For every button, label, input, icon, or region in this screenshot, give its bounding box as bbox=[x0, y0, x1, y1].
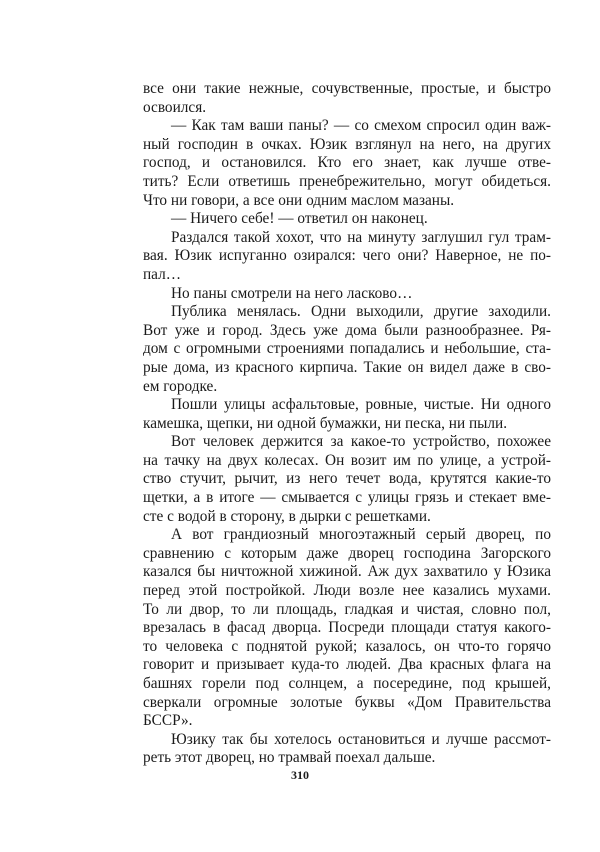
text-line: ный господин в очках. Юзик взглянул на него, на других bbox=[143, 135, 551, 153]
text-line: БССР». bbox=[143, 712, 193, 730]
text-line: ем городке. bbox=[143, 377, 218, 395]
page-number: 310 bbox=[291, 768, 309, 782]
body-text bbox=[143, 80, 551, 768]
text-line: вая. Юзик испуганно озирался: чего они? Наверное, не по- bbox=[143, 247, 551, 265]
text-line: пал… bbox=[143, 265, 182, 283]
text-line: Раздался такой хохот, что на минуту заглушил гул трам- bbox=[171, 228, 551, 246]
text-line: Вот человек держится за какое-то устройство, похожее bbox=[171, 433, 551, 451]
text-line: все они такие нежные, сочувственные, простые, и быстро bbox=[143, 80, 551, 97]
text-line: тить? Если ответишь пренебрежительно, могут обидеться. bbox=[143, 172, 551, 190]
text-line: — Как там ваши паны? — со смехом спросил один важ- bbox=[171, 117, 551, 135]
text-line: господ, и остановился. Кто его знает, как лучше отве- bbox=[143, 154, 551, 172]
text-line: Публика менялась. Одни выходили, другие заходили. bbox=[171, 303, 551, 321]
text-line: говорит и призывает куда-то людей. Два красных флага на bbox=[143, 656, 551, 674]
text-line: на тачку на двух колесах. Он возит им по улице, а устрой- bbox=[143, 451, 551, 469]
text-line: башнях горели под солнцем, а посередине, под крышей, bbox=[143, 675, 551, 692]
text-line: Но паны смотрели на него ласково… bbox=[171, 284, 413, 302]
text-line: перед этой постройкой. Люди возле нее казались мухами. bbox=[143, 582, 551, 600]
text-line: то человека с поднятой рукой; казалось, он что-то горячо bbox=[143, 637, 551, 655]
text-line: освоился. bbox=[143, 98, 207, 116]
text-line: Юзику так бы хотелось остановиться и лучше рассмот- bbox=[171, 730, 551, 748]
text-line: То ли двор, то ли площадь, гладкая и чистая, словно пол, bbox=[143, 600, 551, 618]
text-line: реть этот дворец, но трамвай поехал дальше. bbox=[143, 749, 436, 767]
text-line: врезалась в фасад дворца. Посреди площади статуя какого- bbox=[143, 619, 551, 637]
text-line: А вот грандиозный многоэтажный серый дворец, по bbox=[171, 526, 551, 544]
text-line: Что ни говори, а все они одним маслом мазаны. bbox=[143, 191, 455, 209]
text-line: сверкали огромные золотые буквы «Дом Правительства bbox=[143, 693, 551, 711]
text-line: казался бы ничтожной хижиной. Аж дух захватило у Юзика bbox=[143, 563, 551, 581]
text-line: сте с водой в сторону, в дырки с решетками. bbox=[143, 507, 431, 525]
text-line: дом с огромными строениями попадались и небольшие, ста- bbox=[143, 340, 551, 358]
text-line: сравнению с которым даже дворец господина Загорского bbox=[143, 544, 551, 562]
text-line: рые дома, из красного кирпича. Такие он видел даже в сво- bbox=[143, 358, 551, 376]
text-line: щетки, а в итоге — смывается с улицы грязь и стекает вме- bbox=[143, 489, 551, 507]
text-line: ство стучит, рычит, из него течет вода, крутятся какие-то bbox=[143, 470, 551, 488]
text-line: Вот уже и город. Здесь уже дома были разнообразнее. Ря- bbox=[143, 321, 551, 339]
text-line: камешка, щепки, ни одной бумажки, ни песка, ни пыли. bbox=[143, 414, 508, 432]
text-line: — Ничего себе! — ответил он наконец. bbox=[171, 210, 428, 228]
text-line: Пошли улицы асфальтовые, ровные, чистые. Ни одного bbox=[171, 396, 551, 414]
